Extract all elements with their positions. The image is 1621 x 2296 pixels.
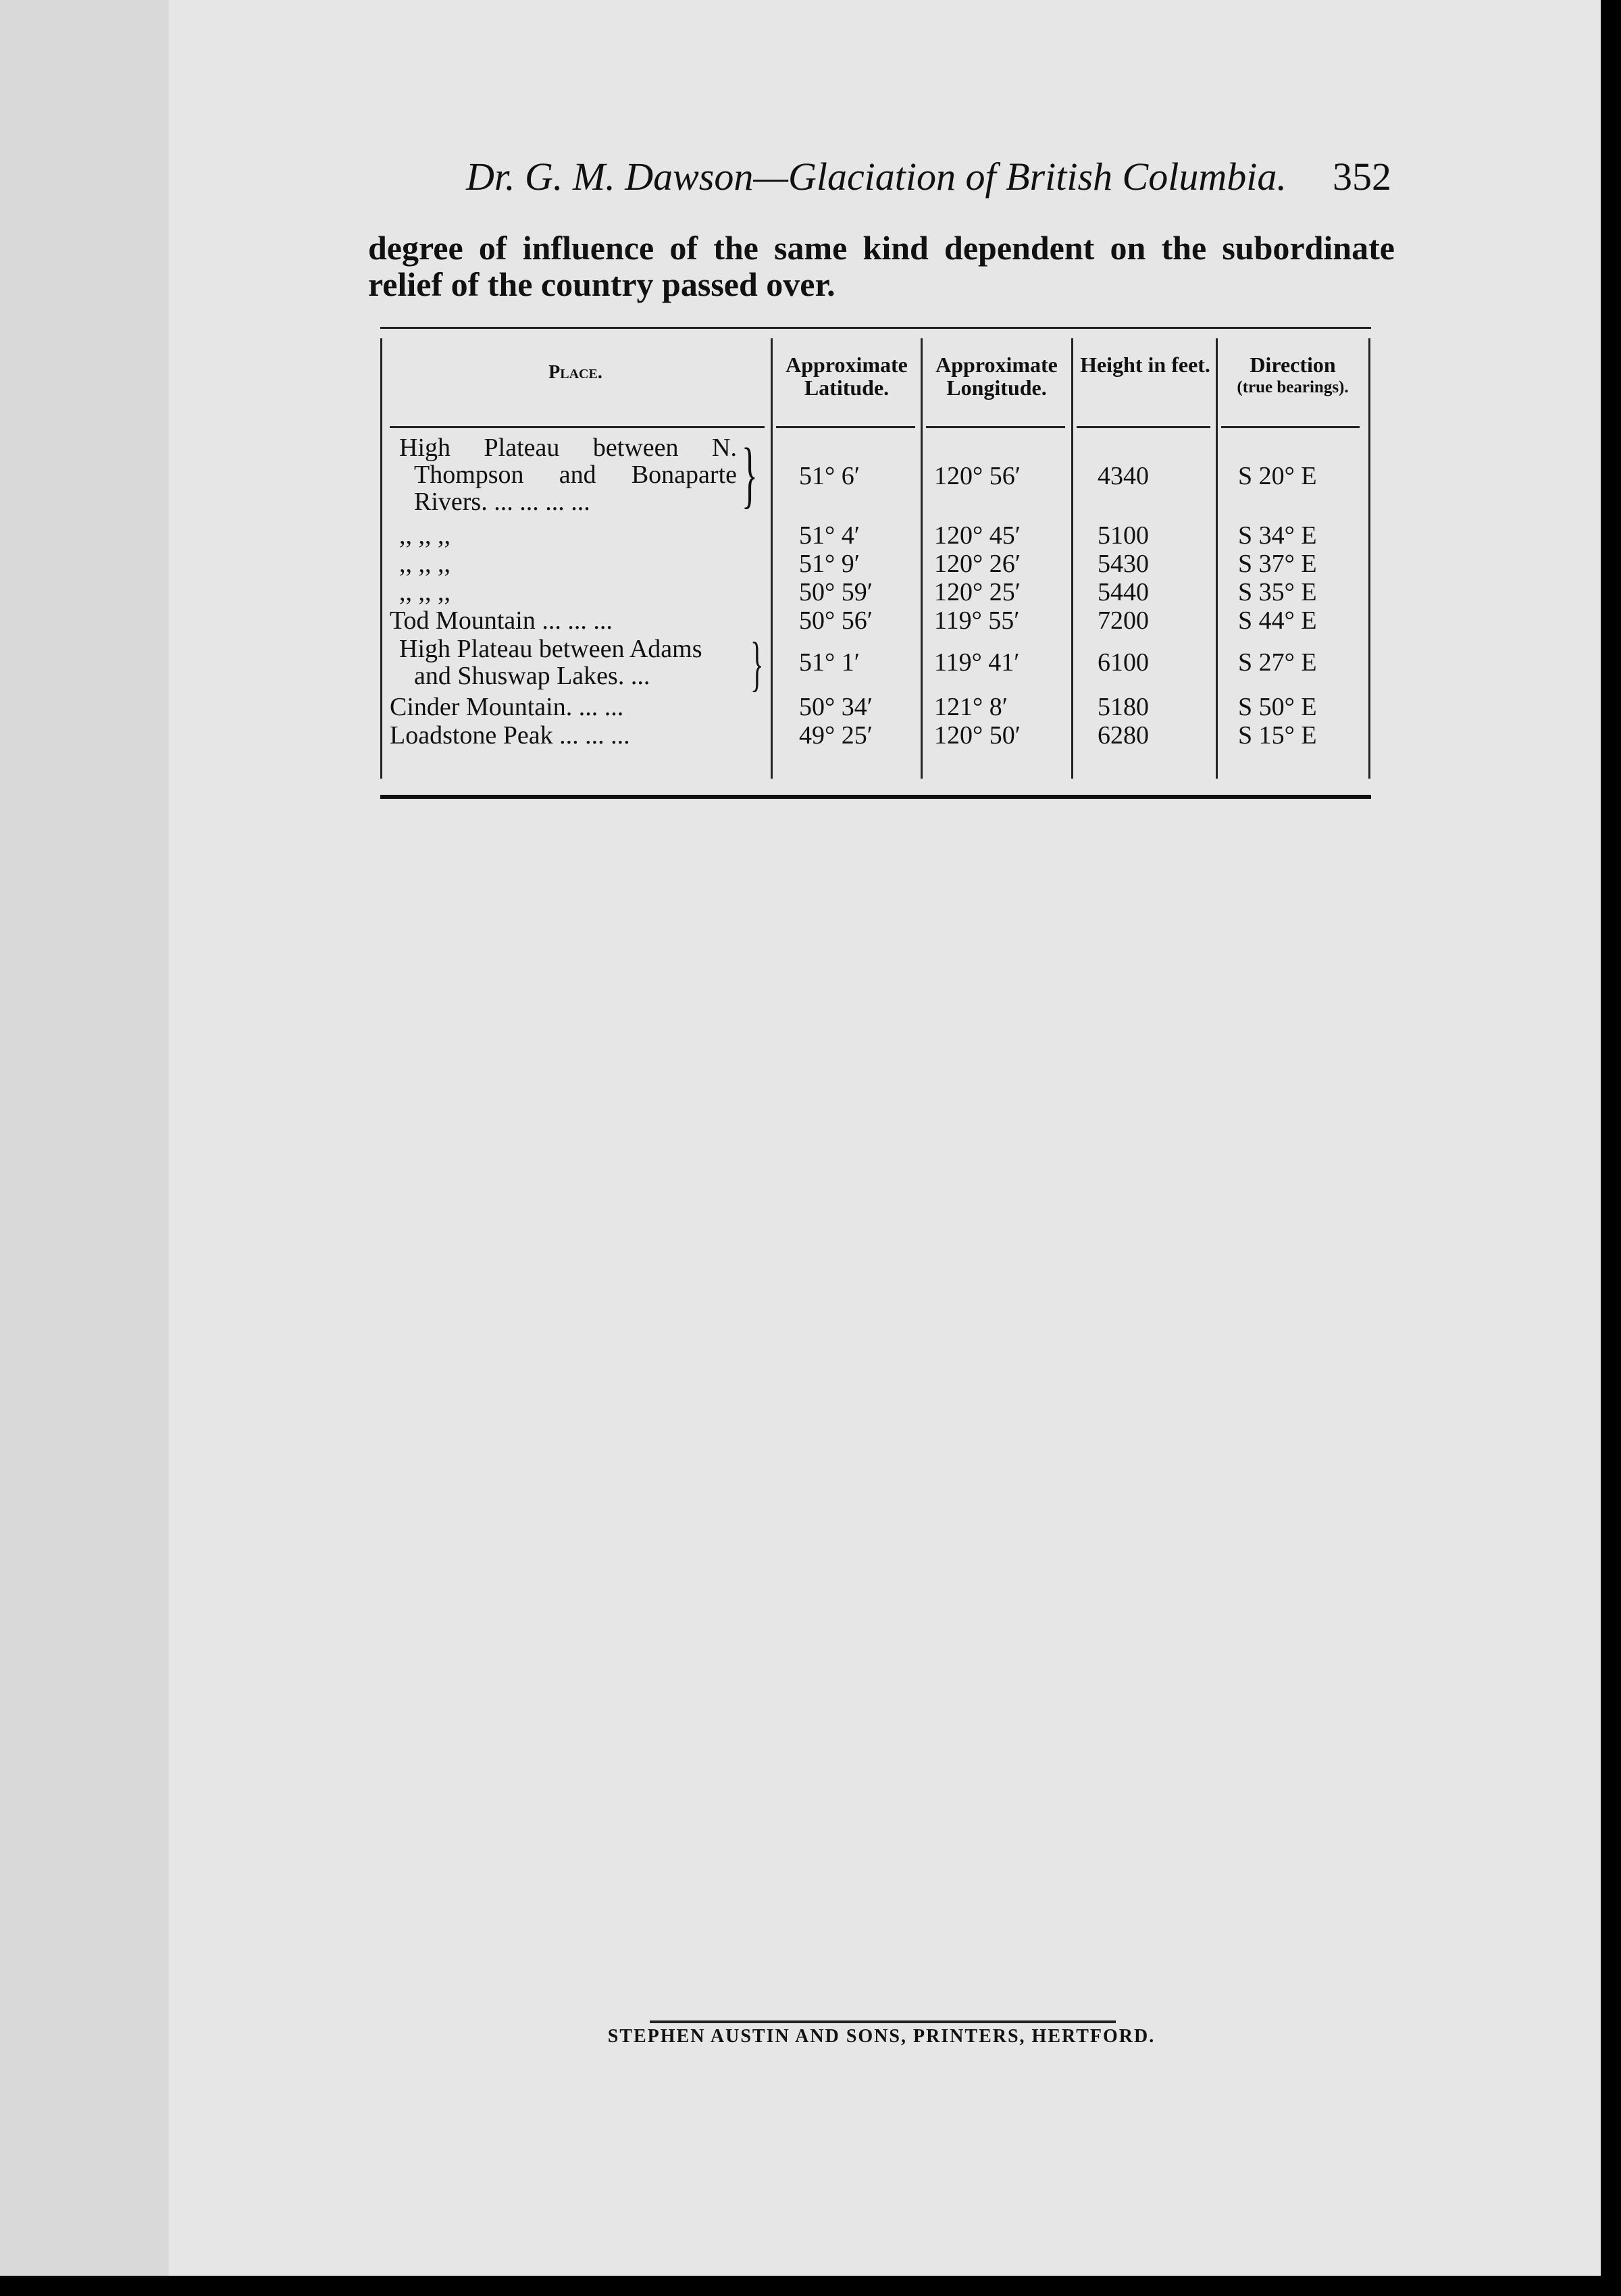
longitude-cell: 120° 26′: [934, 550, 1021, 578]
word: same: [774, 229, 848, 267]
place-line: High Plateau between Adams: [399, 635, 702, 663]
place-line: Rivers. ... ... ... ...: [414, 488, 590, 516]
longitude-cell: 119° 41′: [934, 648, 1020, 677]
page-number: 352: [1333, 155, 1391, 199]
data-table: [380, 327, 1371, 799]
place-cell: ,, ,, ,,: [399, 550, 451, 578]
longitude-cell: 120° 45′: [934, 521, 1021, 550]
latitude-cell: 51° 1′: [799, 648, 860, 677]
word: the: [1161, 229, 1207, 267]
height-cell: 5100: [1098, 521, 1149, 550]
word: of: [669, 229, 698, 267]
word: subordinate: [1222, 229, 1395, 267]
longitude-cell: 120° 56′: [934, 462, 1021, 490]
header-rule: [1221, 426, 1360, 428]
direction-cell: S 44° E: [1238, 606, 1317, 635]
table-row: [380, 722, 1371, 749]
brace-glyph: }: [750, 631, 764, 698]
place-cell: ,, ,, ,,: [399, 521, 451, 550]
paragraph-line-2: relief of the country passed over.: [368, 265, 835, 303]
latitude-cell: 49° 25′: [799, 721, 873, 750]
height-cell: 5180: [1098, 693, 1149, 721]
direction-cell: S 27° E: [1238, 648, 1317, 677]
place-cell: Cinder Mountain. ... ...: [390, 693, 624, 721]
header-direction-label: Direction: [1250, 353, 1336, 377]
table-row: [380, 631, 1371, 698]
height-cell: 7200: [1098, 606, 1149, 635]
latitude-cell: 51° 6′: [799, 462, 860, 490]
body-paragraph: [368, 230, 1395, 303]
word: kind: [863, 229, 929, 267]
running-header: [297, 154, 1391, 201]
height-cell: 5430: [1098, 550, 1149, 578]
place-line: Thompson and Bonaparte: [414, 461, 737, 489]
table-row: [380, 607, 1371, 634]
longitude-cell: 121° 8′: [934, 693, 1008, 721]
longitude-cell: 120° 25′: [934, 578, 1021, 606]
header-rule: [390, 426, 765, 428]
latitude-cell: 51° 9′: [799, 550, 860, 578]
table-row: [380, 434, 1371, 519]
height-cell: 6100: [1098, 648, 1149, 677]
header-rule: [1077, 426, 1210, 428]
direction-cell: S 35° E: [1238, 578, 1317, 606]
direction-cell: S 15° E: [1238, 721, 1317, 750]
latitude-cell: 51° 4′: [799, 521, 860, 550]
header-direction-note: (true bearings).: [1237, 378, 1349, 396]
table-row: [380, 522, 1371, 549]
header-rule: [776, 426, 915, 428]
longitude-cell: 119° 55′: [934, 606, 1020, 635]
place-line: and Shuswap Lakes. ...: [414, 662, 650, 690]
direction-cell: S 20° E: [1238, 462, 1317, 490]
place-cell: ,, ,, ,,: [399, 578, 451, 606]
header-place: Place.: [548, 362, 602, 383]
place-cell: [399, 635, 764, 689]
adjacent-page-edge: [0, 0, 172, 2276]
height-cell: 4340: [1098, 462, 1149, 490]
longitude-cell: 120° 50′: [934, 721, 1021, 750]
table-row: [380, 550, 1371, 577]
height-cell: 6280: [1098, 721, 1149, 750]
header-latitude: Approximate Latitude.: [786, 353, 908, 400]
latitude-cell: 50° 34′: [799, 693, 873, 721]
word: dependent: [944, 229, 1095, 267]
word: the: [713, 229, 758, 267]
word: of: [478, 229, 507, 267]
direction-cell: S 34° E: [1238, 521, 1317, 550]
direction-cell: S 37° E: [1238, 550, 1317, 578]
header-direction: [1218, 353, 1368, 399]
paragraph-line-1: [368, 230, 1395, 266]
running-title: Dr. G. M. Dawson—Glaciation of British Columbia.: [466, 155, 1287, 199]
place-cell: Tod Mountain ... ... ...: [390, 606, 613, 635]
latitude-cell: 50° 59′: [799, 578, 873, 606]
place-cell: [399, 434, 764, 515]
header-rule: [926, 426, 1065, 428]
place-line: High Plateau between N.: [399, 434, 737, 462]
printer-imprint: STEPHEN AUSTIN AND SONS, PRINTERS, HERTFORD.: [607, 2026, 1156, 2047]
header-longitude: Approximate Longitude.: [935, 353, 1058, 400]
word: on: [1110, 229, 1146, 267]
word: influence: [522, 229, 654, 267]
place-cell: Loadstone Peak ... ... ...: [390, 721, 630, 750]
brace-glyph: }: [742, 433, 758, 515]
table-row: [380, 694, 1371, 721]
latitude-cell: 50° 56′: [799, 606, 873, 635]
direction-cell: S 50° E: [1238, 693, 1317, 721]
footer-rule: [650, 2020, 1116, 2023]
table-row: [380, 579, 1371, 606]
header-height: Height in feet.: [1080, 353, 1210, 377]
word: degree: [368, 229, 463, 267]
height-cell: 5440: [1098, 578, 1149, 606]
